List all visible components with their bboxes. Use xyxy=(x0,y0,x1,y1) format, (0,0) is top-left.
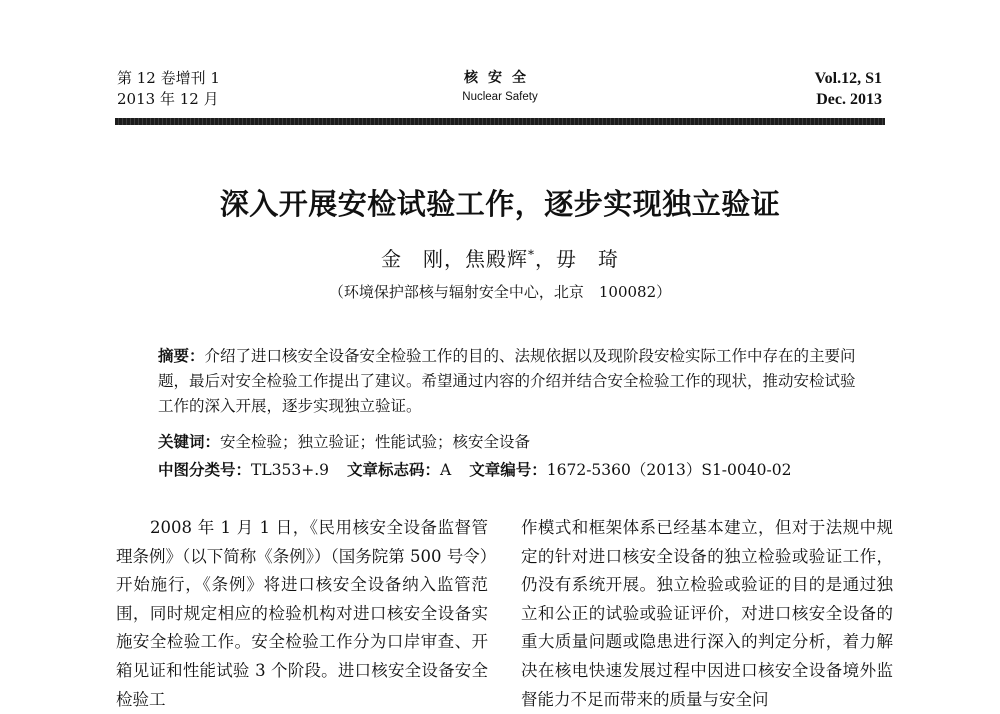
corresponding-author-mark: * xyxy=(528,247,535,262)
article-number-value: 1672-5360（2013）S1-0040-02 xyxy=(546,461,792,479)
journal-title-en: Nuclear Safety xyxy=(462,91,538,103)
keywords-text: 安全检验；独立验证；性能试验；核安全设备 xyxy=(220,433,531,451)
article-title: 深入开展安检试验工作，逐步实现独立验证 xyxy=(219,187,781,221)
publication-date: 2013 年 12 月 xyxy=(117,90,219,108)
running-header-center xyxy=(420,68,580,114)
date-en: Dec. 2013 xyxy=(816,91,882,108)
abstract xyxy=(158,344,858,419)
body-column-right xyxy=(521,514,893,714)
affiliation: （环境保护部核与辐射安全中心，北京 100082） xyxy=(328,283,672,301)
author-line xyxy=(0,243,1000,272)
classification-line xyxy=(158,458,858,483)
doc-code-label: 文章标志码： xyxy=(347,461,441,479)
volume-issue: 第 12 卷增刊 1 xyxy=(117,69,220,87)
running-header-left xyxy=(117,68,220,114)
abstract-label: 摘要： xyxy=(158,347,205,365)
header-rule xyxy=(115,118,885,125)
author-name: ，毋 琦 xyxy=(535,247,619,271)
article-number-label: 文章编号： xyxy=(469,461,547,479)
author-name: 金 刚， xyxy=(381,247,465,271)
body-paragraph: 作模式和框架体系已经基本建立，但对于法规中规定的针对进口核安全设备的独立检验或验证工作，仍没有系统开展。独立检验或验证的目的是通过独立和公正的试验或验证评价，对进口核安全设备的重大质量问题或隐患进行深入的判定分析，着力解决在核电快速发展过程中因进口核安全设备境外监督能力不足而带来的质量与安全问 xyxy=(521,518,893,709)
body-text: 2008 年 1 月 1 日，《民用核安全设备监督管理条例》（以下简称《条例》）（国务院第 500 号令）开始施行，《条例》将进口核安全设备纳入监管范围，同时规定相应的检验机构对进口核安全设备实施安全检验工作。安全检验工作分为口岸审查、开箱见证和性能试验 3 个阶段。进口核安全设备安全检验工 xyxy=(116,518,489,709)
abstract-text: 介绍了进口核安全设备安全检验工作的目的、法规依据以及现阶段安检实际工作中存在的主要问题，最后对安全检验工作提出了建议。希望通过内容的介绍并结合安全检验工作的现状，推动安检试验工作的深入开展，逐步实现独立验证。 xyxy=(158,347,856,415)
body-column-left xyxy=(116,514,488,714)
volume-en: Vol.12, S1 xyxy=(814,70,882,87)
clc-label: 中图分类号： xyxy=(158,461,252,479)
author-name: 焦殿辉 xyxy=(465,247,528,271)
running-header-right xyxy=(815,68,882,114)
journal-title-cn: 核安全 xyxy=(464,70,536,86)
keywords-label: 关键词： xyxy=(158,433,221,451)
keywords xyxy=(158,430,858,455)
doc-code-value: A xyxy=(440,461,452,479)
clc-value: TL353+.9 xyxy=(251,461,330,479)
body-paragraph xyxy=(116,514,488,714)
